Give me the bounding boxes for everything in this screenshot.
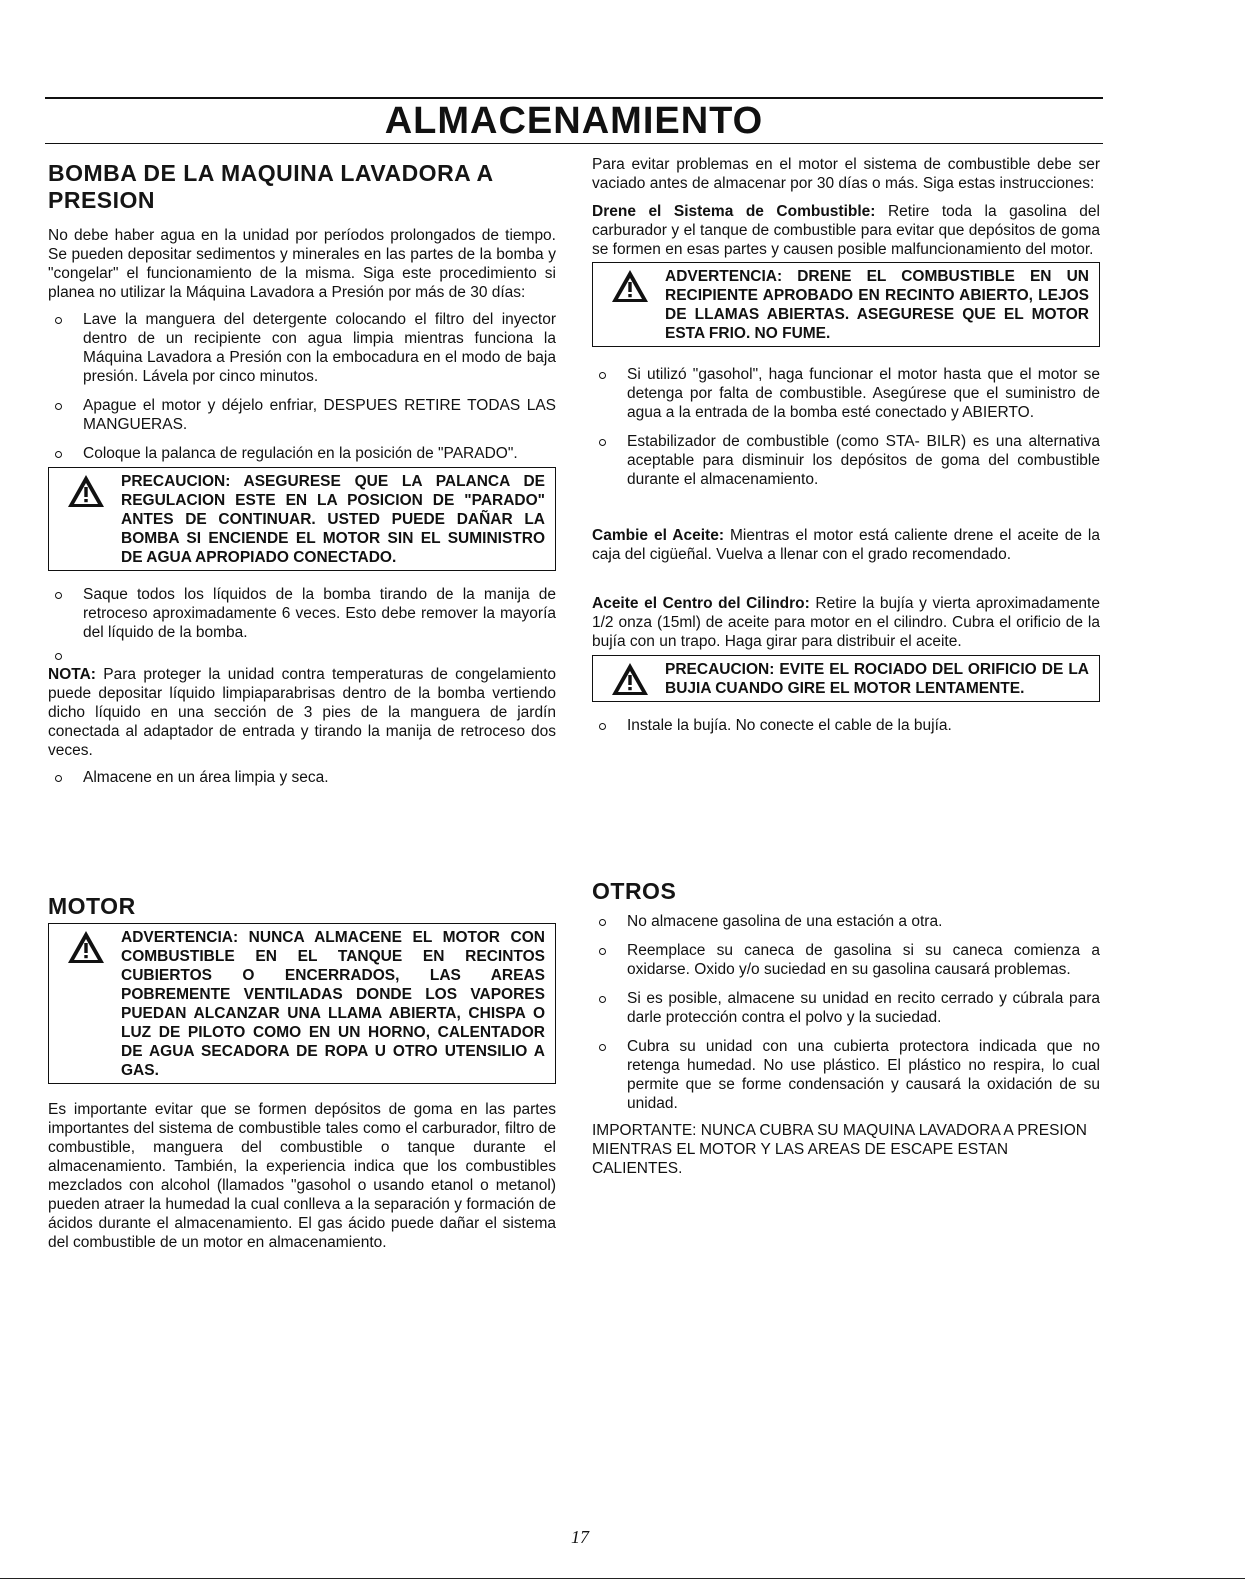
- drain-text: Retire toda la gasolina del carburador y el tanque de combustible para evitar que depósitos de goma se formen en esas partes y causen posible malfuncionamiento del motor.: [592, 203, 1100, 258]
- bullet-icon: [599, 919, 606, 926]
- pump-intro: No debe haber agua en la unidad por períodos prolongados de tiempo. Se pueden depositar sedimentos y minerales en las partes de la bomba y "congelar" el funcionamiento de la misma. Siga este procedimiento si planea no utilizar la Máquina Lavadora a Presión por más de 30 días:: [48, 227, 556, 301]
- list-item: [592, 989, 1100, 1027]
- important-note: IMPORTANTE: NUNCA CUBRA SU MAQUINA LAVADORA A PRESION MIENTRAS EL MOTOR Y LAS AREAS DE ESCAPE ESTAN CALIENTES.: [592, 1122, 1087, 1177]
- list-item: [592, 912, 1100, 931]
- list-item-text: Si utilizó "gasohol", haga funcionar el motor hasta que el motor se detenga por falta de combustible. Asegúrese que el suministro de agua a la entrada de la bomba esté conectado y ABIERTO.: [627, 366, 1100, 421]
- caution-text: PRECAUCION: ASEGURESE QUE LA PALANCA DE REGULACION ESTE EN LA POSICION DE "PARADO" ANTES DE CONTINUAR. USTED PUEDE DAÑAR LA BOMBA SI ENCIENDE EL MOTOR SIN EL SUMINISTRO DE AGUA APROPIADO CONECTADO.: [121, 473, 545, 566]
- list-item: [592, 1037, 1100, 1113]
- bullet-icon: [55, 592, 62, 599]
- list-item-text: Instale la bujía. No conecte el cable de la bujía.: [627, 717, 952, 734]
- drain-label: Drene el Sistema de Combustible:: [592, 203, 876, 220]
- otros-heading: OTROS: [592, 878, 677, 904]
- page-number: 17: [571, 1527, 589, 1547]
- cylinder-text: Retire la bujía y vierta aproximadamente 1/2 onza (15ml) de aceite para motor en el cilindro. Cubra el orificio de la bujía con un trapo. Haga girar para distribuir el aceite.: [592, 595, 1100, 650]
- bullet-icon: [599, 1044, 606, 1051]
- bottom-edge-line: [0, 1578, 1245, 1579]
- list-item-text: Estabilizador de combustible (como STA- BILR) es una alternativa aceptable para disminuir los depósitos de goma del combustible durante el almacenamiento.: [627, 433, 1100, 488]
- nota-label: NOTA:: [48, 666, 96, 683]
- bullet-icon: [55, 775, 62, 782]
- list-item-text: No almacene gasolina de una estación a otra.: [627, 913, 943, 930]
- motor-section: [48, 893, 556, 1252]
- list-item-empty: [48, 646, 556, 665]
- nota-text: Para proteger la unidad contra temperaturas de congelamiento puede depositar líquido limpiaparabrisas dentro de la bomba vertiendo dicho líquido en una sección de 3 pies de la manguera de jardín conectada al adaptador de entrada y tirando la manija de retroceso dos veces.: [48, 666, 557, 759]
- right-column: [592, 155, 1100, 735]
- warning-box: [592, 262, 1100, 347]
- list-item-text: Almacene en un área limpia y seca.: [83, 769, 329, 786]
- caution-box: [592, 655, 1100, 702]
- warning-box: [48, 923, 556, 1084]
- drain-paragraph: [592, 202, 1100, 259]
- list-item: [48, 396, 556, 434]
- list-item-text: Saque todos los líquidos de la bomba tirando de la manija de retroceso aproximadamente 6 veces. Esto debe remover la mayoría del líquido de la bomba.: [83, 586, 556, 641]
- warning-text: ADVERTENCIA: DRENE EL COMBUSTIBLE EN UN RECIPIENTE APROBADO EN RECINTO ABIERTO, LEJOS DE LLAMAS ABIERTAS. ASEGURESE QUE EL MOTOR ESTA FRIO. NO FUME.: [665, 268, 1089, 342]
- bullet-icon: [599, 372, 606, 379]
- warning-triangle-icon: [67, 930, 105, 964]
- list-item-text: Si es posible, almacene su unidad en recito cerrado y cúbrala para darle protección contra el polvo y la suciedad.: [627, 990, 1100, 1026]
- pump-heading: BOMBA DE LA MAQUINA LAVADORA A PRESION: [48, 160, 493, 213]
- list-item: [48, 768, 556, 787]
- warning-triangle-icon: [67, 474, 105, 508]
- list-item-text: Coloque la palanca de regulación en la posición de "PARADO".: [83, 445, 518, 462]
- list-item: [592, 716, 1100, 735]
- warning-text: ADVERTENCIA: NUNCA ALMACENE EL MOTOR CON COMBUSTIBLE EN EL TANQUE EN RECINTOS CUBIERTOS O ENCERRADOS, LAS AREAS POBREMENTE VENTILADAS DONDE LOS VAPORES PUEDAN ALCANZAR UNA LLAMA ABIERTA, CHISPA O LUZ DE PILOTO COMO EN UN HORNO, CALENTADOR DE AGUA SECADORA DE ROPA U OTRO UTENSILIO A GAS.: [121, 929, 545, 1079]
- caution-box: [48, 467, 556, 571]
- list-item: [592, 365, 1100, 422]
- bullet-icon: [55, 451, 62, 458]
- left-column: [48, 160, 556, 787]
- warning-triangle-icon: [611, 269, 649, 303]
- fuel-intro: Para evitar problemas en el motor el sistema de combustible debe ser vaciado antes de almacenar por 30 días o más. Siga estas instrucciones:: [592, 156, 1100, 192]
- list-item: [592, 941, 1100, 979]
- list-item: [48, 585, 556, 642]
- bullet-icon: [55, 653, 62, 660]
- nota-paragraph: [48, 665, 556, 760]
- bullet-icon: [599, 723, 606, 730]
- list-item-text: Apague el motor y déjelo enfriar, DESPUES RETIRE TODAS LAS MANGUERAS.: [83, 397, 556, 433]
- otros-section: [592, 878, 1100, 1178]
- cylinder-paragraph: [592, 594, 1100, 651]
- bullet-icon: [55, 403, 62, 410]
- title-underline: [45, 143, 1103, 144]
- list-item-text: Lave la manguera del detergente colocando el filtro del inyector dentro de un recipiente con agua limpia mientras funciona la Máquina Lavadora a Presión con la embocadura en el modo de baja presión. Lávela por cinco minutos.: [83, 311, 556, 385]
- list-item: [48, 310, 556, 386]
- page-title: ALMACENAMIENTO: [384, 100, 764, 142]
- oil-label: Cambie el Aceite:: [592, 527, 724, 544]
- warning-triangle-icon: [611, 662, 649, 696]
- bullet-icon: [599, 439, 606, 446]
- list-item: [48, 444, 556, 463]
- oil-text: Mientras el motor está caliente drene el aceite de la caja del cigüeñal. Vuelva a llenar con el grado recomendado.: [592, 527, 1100, 563]
- motor-heading: MOTOR: [48, 893, 136, 919]
- list-item-text: Cubra su unidad con una cubierta protectora indicada que no retenga humedad. No use plástico. El plástico no respira, lo cual permite que se forme condensación y causará la oxidación de su unidad.: [627, 1038, 1100, 1112]
- bullet-icon: [599, 996, 606, 1003]
- list-item: [592, 432, 1100, 489]
- bullet-icon: [55, 317, 62, 324]
- cylinder-label: Aceite el Centro del Cilindro:: [592, 595, 810, 612]
- bullet-icon: [599, 948, 606, 955]
- motor-body: Es importante evitar que se formen depósitos de goma en las partes importantes del sistema de combustible tales como el carburador, filtro de combustible, manguera del combustible o tanque durante el almacenamiento. También, la experiencia indica que los combustibles mezclados con alcohol (llamados "gasohol o usando etanol o metanol) pueden atraer la humedad la cual conlleva a la separación y formación de ácidos durante el almacenamiento. El gas ácido puede dañar el sistema del combustible de un motor en almacenamiento.: [48, 1101, 556, 1251]
- oil-paragraph: [592, 526, 1100, 564]
- caution-text: PRECAUCION: EVITE EL ROCIADO DEL ORIFICIO DE LA BUJIA CUANDO GIRE EL MOTOR LENTAMENTE.: [665, 661, 1089, 697]
- list-item-text: Reemplace su caneca de gasolina si su caneca comienza a oxidarse. Oxido y/o suciedad en su gasolina causará problemas.: [627, 942, 1100, 978]
